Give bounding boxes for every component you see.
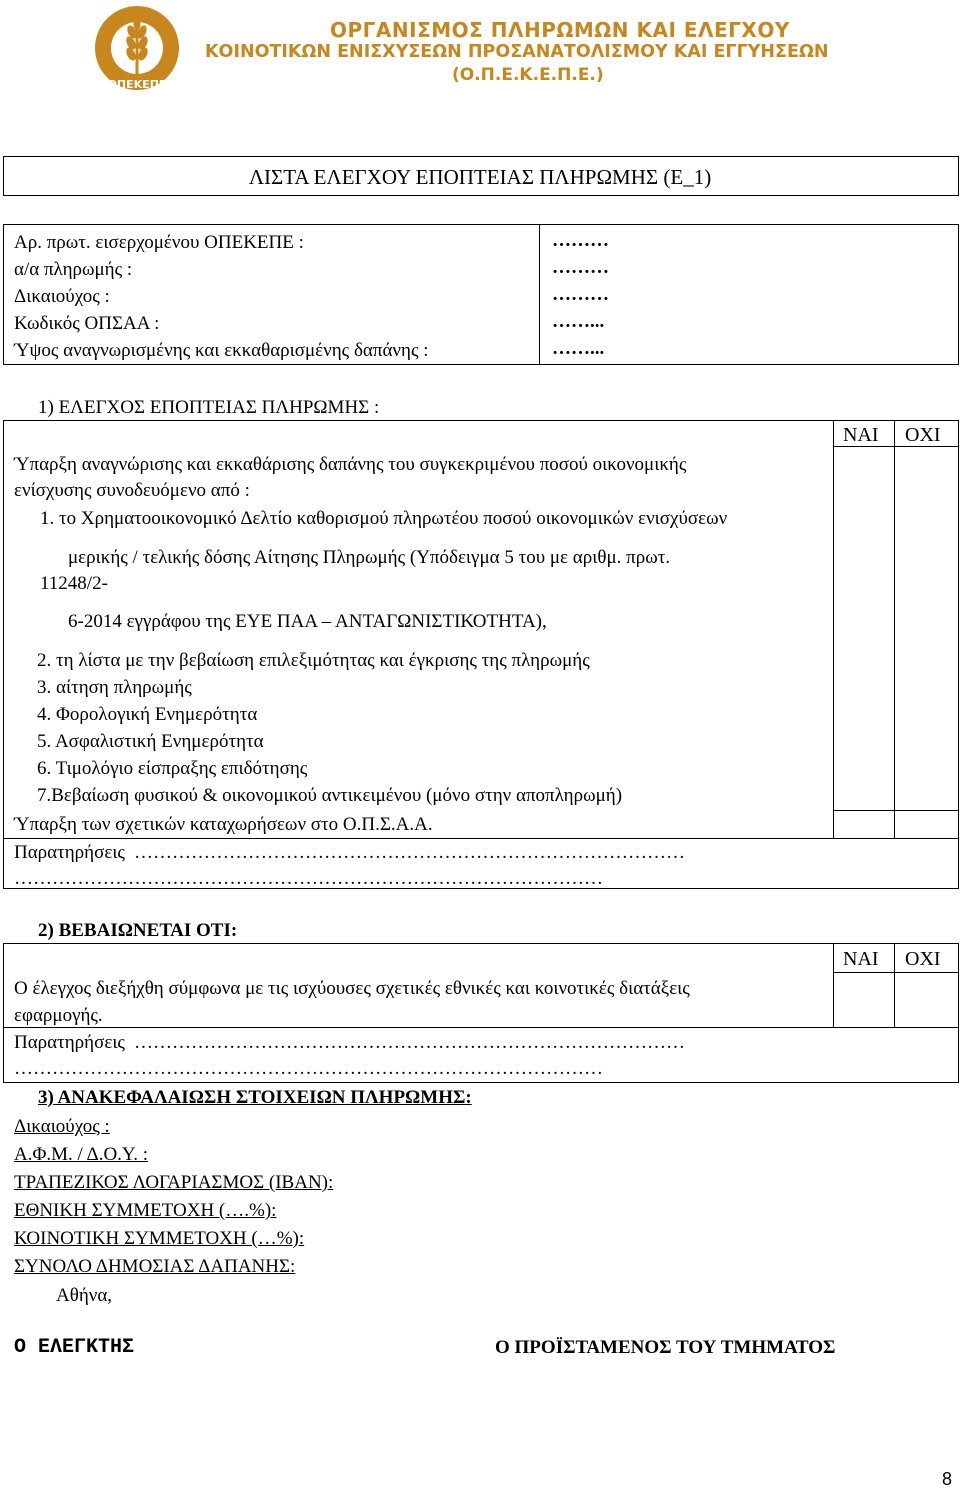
section2-remarks-dots[interactable]: ………………………………………………………………………………… bbox=[14, 1058, 603, 1079]
section1-yes-checkbox[interactable] bbox=[836, 449, 892, 808]
section1-remarks-label: Παρατηρήσεις bbox=[14, 842, 125, 863]
info-value: ……… bbox=[552, 284, 609, 305]
section2-remarks-label: Παρατηρήσεις bbox=[14, 1032, 125, 1053]
org-name-line1: ΟΡΓΑΝΙΣΜΟΣ ΠΛΗΡΩΜΩΝ ΚΑΙ ΕΛΕΓΧΟΥ bbox=[330, 18, 790, 42]
section1-registration: Ύπαρξη των σχετικών καταχωρήσεων στο Ο.Π.Σ.Α.Α. bbox=[14, 814, 433, 835]
department-head-signature-label: Ο ΠΡΟΪΣΤΑΜΕΝΟΣ ΤΟΥ ΤΜΗΜΑΤΟΣ bbox=[495, 1337, 836, 1358]
section2-statement: Ο έλεγχος διεξήχθη σύμφωνα με τις ισχύουσες σχετικές εθνικές και κοινοτικές διατάξεις bbox=[14, 978, 690, 999]
info-label: Κωδικός ΟΠΣΑΑ : bbox=[14, 313, 160, 334]
section2-heading: 2) ΒΕΒΑΙΩΝΕΤΑΙ ΟΤΙ: bbox=[38, 920, 238, 941]
section1-item: 3. αίτηση πληρωμής bbox=[37, 677, 192, 698]
section1-intro-line2: ενίσχυσης συνοδευόμενο από : bbox=[14, 480, 250, 501]
info-value: ……... bbox=[552, 311, 605, 332]
summary-field: ΕΘΝΙΚΗ ΣΥΜΜΕΤΟΧΗ (….%): bbox=[14, 1200, 277, 1221]
info-label: Ύψος αναγνωρισμένης και εκκαθαρισμένης δαπάνης : bbox=[14, 340, 429, 361]
section2-yes-header: ΝΑΙ bbox=[843, 948, 879, 970]
info-label: α/α πληρωμής : bbox=[14, 259, 133, 280]
section2-yes-checkbox[interactable] bbox=[836, 975, 892, 1025]
org-name-line2: ΚΟΙΝΟΤΙΚΩΝ ΕΝΙΣΧΥΣΕΩΝ ΠΡΟΣΑΝΑΤΟΛΙΣΜΟΥ ΚΑΙ ΕΓΓΥΗΣΕΩΝ bbox=[205, 42, 829, 62]
section1-intro-line1: Ύπαρξη αναγνώρισης και εκκαθάρισης δαπάνης του συγκεκριμένου ποσού οικονομικής bbox=[14, 454, 687, 475]
section1-remarks-dots[interactable]: …………………………………………………………………………… bbox=[134, 842, 685, 863]
section1-no-checkbox[interactable] bbox=[897, 449, 957, 808]
summary-field: Δικαιούχος : bbox=[14, 1116, 110, 1137]
section2-no-header: ΟΧΙ bbox=[905, 948, 941, 970]
info-label: Αρ. πρωτ. εισερχομένου ΟΠΕΚΕΠΕ : bbox=[14, 232, 304, 253]
section1-no-header: ΟΧΙ bbox=[905, 424, 941, 446]
section1-item: 5. Ασφαλιστική Ενημερότητα bbox=[37, 731, 264, 752]
info-value: ……… bbox=[552, 257, 609, 278]
section3-heading: 3) ΑΝΑΚΕΦΑΛΑΙΩΣΗ ΣΤΟΙΧΕΙΩΝ ΠΛΗΡΩΜΗΣ: bbox=[38, 1087, 472, 1108]
page-number: 8 bbox=[942, 1469, 953, 1489]
section1-heading: 1) ΕΛΕΓΧΟΣ ΕΠΟΠΤΕΙΑΣ ΠΛΗΡΩΜΗΣ : bbox=[38, 397, 380, 418]
section2-no-checkbox[interactable] bbox=[897, 975, 957, 1025]
section1-item-1-cont: μερικής / τελικής δόσης Αίτησης Πληρωμής (Υπόδειγμα 5 του με αριθμ. πρωτ. bbox=[68, 547, 671, 568]
section1-item: 6. Τιμολόγιο είσπραξης επιδότησης bbox=[37, 758, 308, 779]
section1-yes-header: ΝΑΙ bbox=[843, 424, 879, 446]
place-label: Αθήνα, bbox=[56, 1285, 113, 1306]
summary-field: ΚΟΙΝΟΤΙΚΗ ΣΥΜΜΕΤΟΧΗ (…%): bbox=[14, 1228, 305, 1249]
section1-item: 2. τη λίστα με την βεβαίωση επιλεξιμότητας και έγκρισης της πληρωμής bbox=[37, 650, 590, 671]
section1-item-1-cont: 6-2014 εγγράφου της ΕΥΕ ΠΑΑ – ΑΝΤΑΓΩΝΙΣΤΙΚΟΤΗΤΑ), bbox=[68, 611, 547, 632]
summary-field: ΣΥΝΟΛΟ ΔΗΜΟΣΙΑΣ ΔΑΠΑΝΗΣ: bbox=[14, 1256, 296, 1277]
summary-field: Α.Φ.Μ. / Δ.Ο.Υ. : bbox=[14, 1144, 149, 1165]
svg-text:ΟΠΕΚΕΠΕ: ΟΠΕΚΕΠΕ bbox=[107, 78, 167, 91]
org-name-line3: (Ο.Π.Ε.Κ.Ε.Π.Ε.) bbox=[452, 65, 604, 85]
page-title: ΛΙΣΤΑ ΕΛΕΓΧΟΥ ΕΠΟΠΤΕΙΑΣ ΠΛΗΡΩΜΗΣ (Ε_1) bbox=[248, 165, 712, 189]
section1-item: 7.Βεβαίωση φυσικού & οικονομικού αντικειμένου (μόνο στην αποπληρωμή) bbox=[37, 785, 623, 806]
organization-logo bbox=[82, 2, 192, 94]
wheat-emblem-icon bbox=[82, 2, 192, 94]
section1-item-1-cont: 11248/2- bbox=[40, 573, 108, 594]
section2-statement-cont: εφαρμογής. bbox=[14, 1005, 103, 1026]
section1-item: 4. Φορολογική Ενημερότητα bbox=[37, 704, 258, 725]
section2-remarks-dots[interactable]: …………………………………………………………………………… bbox=[134, 1032, 685, 1053]
inspector-signature-label: Ο ΕΛΕΓΚΤΗΣ bbox=[14, 1336, 135, 1359]
info-value: ……... bbox=[552, 338, 605, 359]
section1-remarks-dots[interactable]: ………………………………………………………………………………… bbox=[14, 868, 603, 889]
info-value: ……… bbox=[552, 230, 609, 251]
section1-item-1: 1. το Χρηματοοικονομικό Δελτίο καθορισμού πληρωτέου ποσού οικονομικών ενισχύσεων bbox=[40, 508, 728, 529]
info-label: Δικαιούχος : bbox=[14, 286, 110, 307]
summary-field: ΤΡΑΠΕΖΙΚΟΣ ΛΟΓΑΡΙΑΣΜΟΣ (ΙΒΑΝ): bbox=[14, 1172, 334, 1193]
